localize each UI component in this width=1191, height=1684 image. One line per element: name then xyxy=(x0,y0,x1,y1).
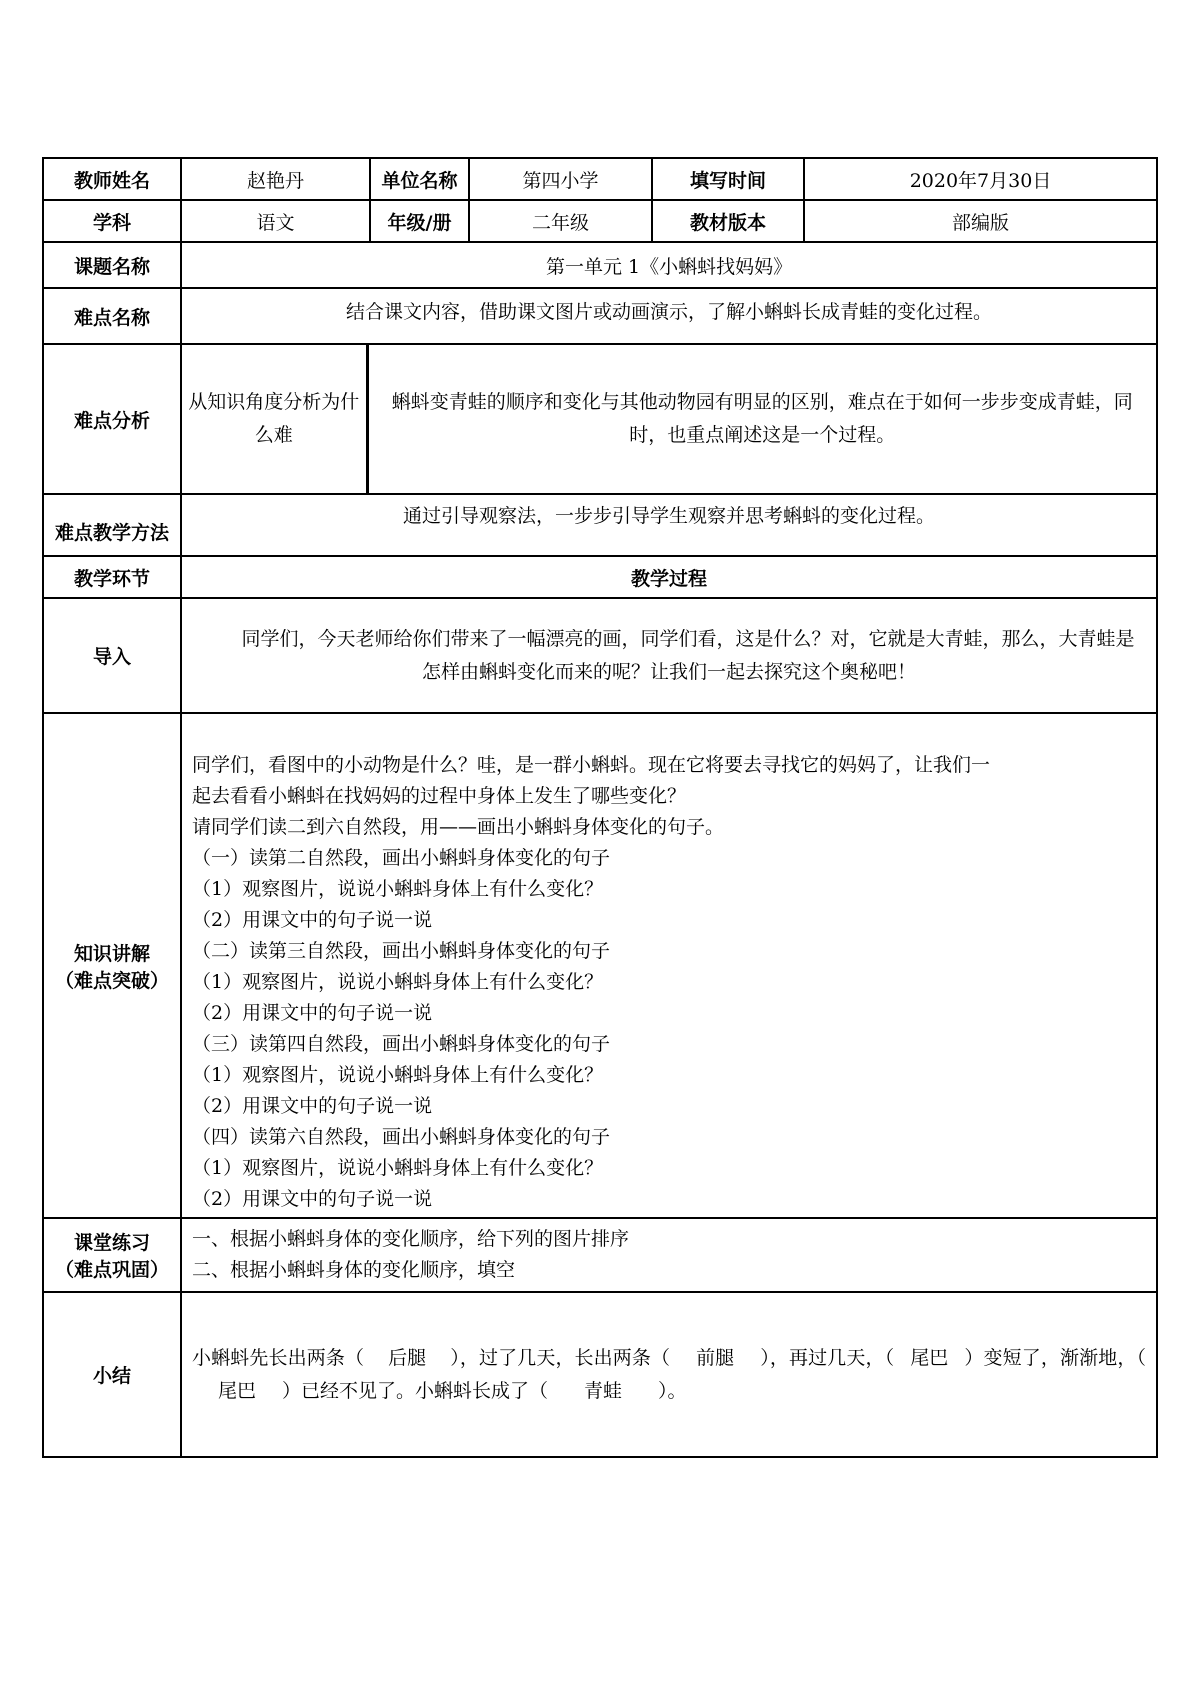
summary-row xyxy=(43,1292,1157,1457)
process-header-row xyxy=(43,556,1157,598)
knowledge-line: （2）用课文中的句子说一说 xyxy=(192,1095,433,1117)
practice-content xyxy=(181,1218,1157,1292)
summary-text: ）变短了，渐渐地，（ xyxy=(964,1346,1146,1369)
intro-label: 导入 xyxy=(43,598,181,713)
analysis-sub-label: 从知识角度分析为什么难 xyxy=(181,344,367,494)
knowledge-line: 起去看看小蝌蚪在找妈妈的过程中身体上发生了哪些变化？ xyxy=(192,785,687,807)
knowledge-line: （四）读第六自然段，画出小蝌蚪身体变化的句子 xyxy=(192,1126,611,1148)
practice-label-line1: 课堂练习 xyxy=(73,1232,150,1254)
analysis-label: 难点分析 xyxy=(43,344,181,494)
practice-label xyxy=(43,1218,181,1292)
summary-answer: 后腿 xyxy=(388,1346,427,1369)
subject-value: 语文 xyxy=(181,200,370,242)
practice-label-line2: （难点巩固） xyxy=(54,1259,169,1281)
summary-answer: 青蛙 xyxy=(584,1379,623,1402)
intro-text: 同学们，今天老师给你们带来了一幅漂亮的画，同学们看，这是什么？对，它就是大青蛙，那么，大青蛙是怎样由蝌蚪变化而来的呢？让我们一起去探究这个奥秘吧！ xyxy=(181,598,1157,713)
grade-label: 年级/册 xyxy=(370,200,469,242)
difficulty-row xyxy=(43,288,1157,344)
summary-text: ），再过几天，（ xyxy=(760,1346,895,1369)
summary-text: ）已经不见了。小蝌蚪长成了（ xyxy=(282,1379,549,1402)
method-value: 通过引导观察法，一步步引导学生观察并思考蝌蚪的变化过程。 xyxy=(181,494,1157,556)
knowledge-row xyxy=(43,713,1157,1218)
lesson-title-value: 第一单元 1《小蝌蚪找妈妈》 xyxy=(181,242,1157,288)
knowledge-line: （1）观察图片，说说小蝌蚪身体上有什么变化？ xyxy=(192,1064,604,1086)
knowledge-line: （1）观察图片，说说小蝌蚪身体上有什么变化？ xyxy=(192,971,604,993)
header-row-2 xyxy=(43,200,1157,242)
knowledge-line: （1）观察图片，说说小蝌蚪身体上有什么变化？ xyxy=(192,1157,604,1179)
date-value: 2020年7月30日 xyxy=(804,158,1157,200)
method-row xyxy=(43,494,1157,556)
edition-value: 部编版 xyxy=(804,200,1157,242)
unit-label: 单位名称 xyxy=(370,158,469,200)
knowledge-label xyxy=(43,713,181,1218)
subject-label: 学科 xyxy=(43,200,181,242)
teacher-value: 赵艳丹 xyxy=(181,158,370,200)
teacher-label: 教师姓名 xyxy=(43,158,181,200)
knowledge-label-line1: 知识讲解 xyxy=(73,942,150,965)
summary-content xyxy=(181,1292,1157,1457)
lesson-plan-document xyxy=(42,157,1156,1458)
process-label: 教学过程 xyxy=(181,556,1157,598)
stage-label: 教学环节 xyxy=(43,556,181,598)
knowledge-line: （二）读第三自然段，画出小蝌蚪身体变化的句子 xyxy=(192,940,611,962)
unit-value: 第四小学 xyxy=(469,158,652,200)
summary-text: ），过了几天，长出两条（ xyxy=(450,1346,671,1369)
intro-row xyxy=(43,598,1157,713)
header-row-1 xyxy=(43,158,1157,200)
date-label: 填写时间 xyxy=(652,158,804,200)
summary-text: 小蝌蚪先长出两条（ xyxy=(192,1346,365,1369)
knowledge-line: （2）用课文中的句子说一说 xyxy=(192,1188,433,1210)
grade-value: 二年级 xyxy=(469,200,652,242)
knowledge-line: （三）读第四自然段，画出小蝌蚪身体变化的句子 xyxy=(192,1033,611,1055)
summary-text: ）。 xyxy=(658,1379,687,1402)
knowledge-line: （2）用课文中的句子说一说 xyxy=(192,909,433,931)
difficulty-value: 结合课文内容，借助课文图片或动画演示，了解小蝌蚪长成青蛙的变化过程。 xyxy=(181,288,1157,344)
analysis-value: 蝌蚪变青蛙的顺序和变化与其他动物园有明显的区别，难点在于如何一步步变成青蛙，同时，也重点阐述这是一个过程。 xyxy=(367,344,1157,494)
knowledge-content xyxy=(181,713,1157,1218)
lesson-plan-table xyxy=(42,157,1158,1458)
practice-line: 二、根据小蝌蚪身体的变化顺序，填空 xyxy=(192,1259,516,1281)
summary-answer: 尾巴 xyxy=(910,1346,949,1369)
practice-row xyxy=(43,1218,1157,1292)
method-label: 难点教学方法 xyxy=(43,494,181,556)
knowledge-line: （2）用课文中的句子说一说 xyxy=(192,1002,433,1024)
summary-answer: 尾巴 xyxy=(217,1379,256,1402)
edition-label: 教材版本 xyxy=(652,200,804,242)
lesson-title-row xyxy=(43,242,1157,288)
knowledge-line: 同学们，看图中的小动物是什么？哇，是一群小蝌蚪。现在它将要去寻找它的妈妈了，让我们一 xyxy=(192,754,991,776)
knowledge-line: （一）读第二自然段，画出小蝌蚪身体变化的句子 xyxy=(192,847,611,869)
practice-line: 一、根据小蝌蚪身体的变化顺序，给下列的图片排序 xyxy=(192,1228,630,1250)
knowledge-line: （1）观察图片，说说小蝌蚪身体上有什么变化？ xyxy=(192,878,604,900)
lesson-title-label: 课题名称 xyxy=(43,242,181,288)
knowledge-label-line2: （难点突破） xyxy=(54,969,169,992)
difficulty-label: 难点名称 xyxy=(43,288,181,344)
knowledge-line: 请同学们读二到六自然段，用——画出小蝌蚪身体变化的句子。 xyxy=(192,816,725,838)
analysis-row xyxy=(43,344,1157,494)
summary-answer: 前腿 xyxy=(696,1346,735,1369)
summary-label: 小结 xyxy=(43,1292,181,1457)
